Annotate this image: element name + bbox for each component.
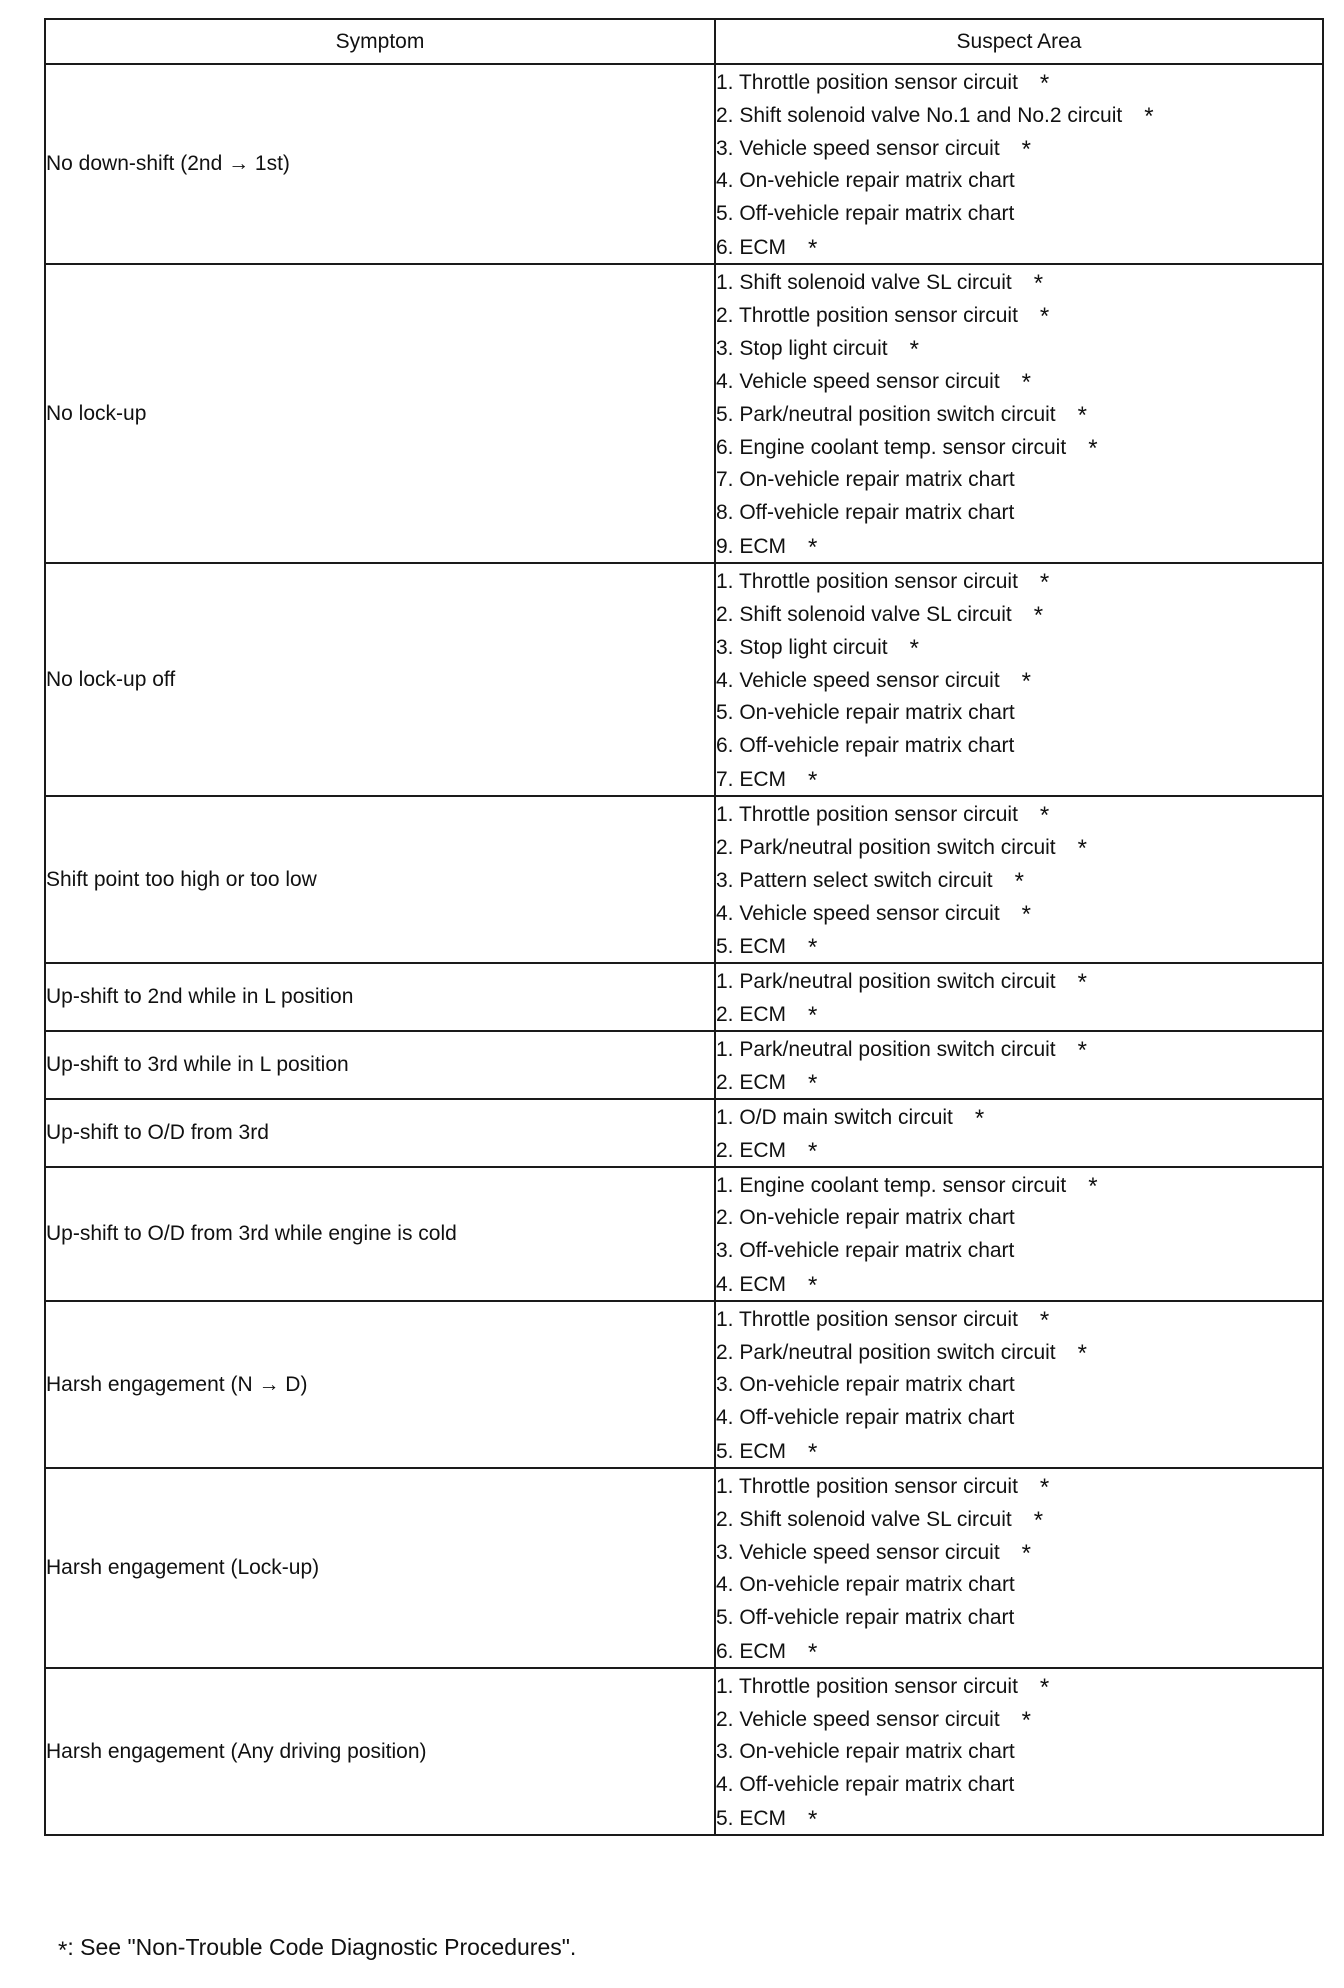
asterisk-icon: * [1144,103,1154,130]
suspect-item-text: 4. Vehicle speed sensor circuit [716,902,1000,925]
suspect-item [716,397,1322,430]
suspect-item [716,696,1322,729]
suspect-item-text: 1. Shift solenoid valve SL circuit [716,271,1012,294]
suspect-area-cell [715,1167,1323,1301]
suspect-item-text: 5. Off-vehicle repair matrix chart [716,202,1015,225]
asterisk-icon: * [1077,1037,1087,1064]
suspect-area-cell [715,1031,1323,1099]
suspect-item [716,1801,1322,1834]
asterisk-icon: * [808,1439,818,1466]
suspect-item-text: 3. On-vehicle repair matrix chart [716,1740,1015,1763]
suspect-item-text: 8. Off-vehicle repair matrix chart [716,501,1015,524]
suspect-item [716,1133,1322,1166]
suspect-item-text: 6. ECM [716,1640,787,1663]
header-suspect-area: Suspect Area [715,19,1323,64]
suspect-item-text: 6. Off-vehicle repair matrix chart [716,734,1015,757]
suspect-item-text: 7. ECM [716,768,787,791]
suspect-item-text: 1. Throttle position sensor circuit [716,803,1018,826]
suspect-item-text: 1. Park/neutral position switch circuit [716,1038,1056,1061]
suspect-item [716,797,1322,830]
symptom-cell: Up-shift to 2nd while in L position [45,963,715,1031]
asterisk-icon: * [808,934,818,961]
suspect-item-text: 5. On-vehicle repair matrix chart [716,701,1015,724]
suspect-item-text: 3. Vehicle speed sensor circuit [716,137,1000,160]
table-row [45,563,1323,796]
asterisk-icon: * [1077,969,1087,996]
suspect-item [716,1267,1322,1300]
table-row [45,1099,1323,1167]
table-row [45,1301,1323,1468]
suspect-item-text: 2. Vehicle speed sensor circuit [716,1708,1000,1731]
asterisk-icon: * [1039,70,1050,97]
suspect-item [716,265,1322,298]
table-body [45,64,1323,1835]
suspect-item [716,729,1322,762]
suspect-item [716,1168,1322,1201]
table-row [45,1668,1323,1835]
suspect-item [716,630,1322,663]
suspect-item [716,197,1322,230]
suspect-item-text: 3. Stop light circuit [716,337,888,360]
suspect-item-text: 2. ECM [716,1139,787,1162]
suspect-item-text: 2. Shift solenoid valve No.1 and No.2 circuit [716,104,1123,127]
suspect-item-text: 1. Engine coolant temp. sensor circuit [716,1174,1067,1197]
suspect-item [716,1032,1322,1065]
symptom-cell: Harsh engagement (Any driving position) [45,1668,715,1835]
suspect-item [716,1768,1322,1801]
suspect-item [716,164,1322,197]
suspect-item [716,65,1322,98]
suspect-item [716,1469,1322,1502]
suspect-item-text: 3. Pattern select switch circuit [716,869,993,892]
symptom-cell: No lock-up [45,264,715,563]
asterisk-icon: * [1033,270,1044,297]
suspect-item-text: 2. Throttle position sensor circuit [716,304,1018,327]
symptom-matrix-table [44,18,1324,1836]
suspect-item [716,1568,1322,1601]
asterisk-icon: * [1021,1540,1031,1567]
suspect-item-text: 1. Throttle position sensor circuit [716,1308,1018,1331]
suspect-item [716,463,1322,496]
suspect-item [716,762,1322,795]
suspect-item [716,964,1322,997]
footnote [58,1934,576,1962]
symptom-cell: Harsh engagement (Lock-up) [45,1468,715,1668]
asterisk-icon: * [1077,1340,1087,1367]
suspect-item [716,298,1322,331]
suspect-item-text: 1. Park/neutral position switch circuit [716,970,1056,993]
asterisk-icon: * [1033,1507,1044,1534]
table-row [45,963,1323,1031]
asterisk-icon: * [1021,901,1031,928]
asterisk-icon: * [1088,435,1098,462]
suspect-item-text: 3. Stop light circuit [716,636,888,659]
footnote-text: : See "Non-Trouble Code Diagnostic Procedures". [67,1934,577,1960]
suspect-item-text: 3. Off-vehicle repair matrix chart [716,1239,1015,1262]
suspect-item-text: 5. Park/neutral position switch circuit [716,403,1056,426]
suspect-item-text: 2. ECM [716,1071,787,1094]
suspect-item [716,663,1322,696]
suspect-item-text: 4. Vehicle speed sensor circuit [716,370,1000,393]
suspect-item-text: 3. Vehicle speed sensor circuit [716,1541,1000,1564]
header-row [45,19,1323,64]
suspect-item-text: 4. Off-vehicle repair matrix chart [716,1406,1015,1429]
suspect-item [716,1201,1322,1234]
symptom-cell: Up-shift to O/D from 3rd while engine is cold [45,1167,715,1301]
asterisk-icon: * [1021,668,1031,695]
suspect-item-text: 2. Shift solenoid valve SL circuit [716,1508,1012,1531]
suspect-item-text: 2. Shift solenoid valve SL circuit [716,603,1012,626]
suspect-item [716,597,1322,630]
suspect-item [716,1234,1322,1267]
suspect-item-text: 4. Off-vehicle repair matrix chart [716,1773,1015,1796]
suspect-area-cell [715,1468,1323,1668]
asterisk-icon: * [808,534,818,561]
asterisk-icon: * [808,1002,818,1029]
suspect-area-cell [715,963,1323,1031]
suspect-item [716,896,1322,929]
asterisk-icon: * [808,1806,818,1833]
asterisk-icon: * [1039,1474,1050,1501]
suspect-item-text: 1. Throttle position sensor circuit [716,71,1018,94]
suspect-item [716,997,1322,1030]
suspect-item [716,496,1322,529]
suspect-item-text: 2. On-vehicle repair matrix chart [716,1206,1015,1229]
symptom-cell: No down-shift (2nd → 1st) [45,64,715,264]
suspect-item-text: 3. On-vehicle repair matrix chart [716,1373,1015,1396]
suspect-item-text: 6. Engine coolant temp. sensor circuit [716,436,1067,459]
asterisk-icon: * [1077,402,1087,429]
asterisk-icon: * [1039,303,1050,330]
suspect-item [716,1401,1322,1434]
asterisk-icon: * [808,1272,818,1299]
asterisk-icon: * [808,1138,818,1165]
asterisk-icon: * [1039,1674,1050,1701]
asterisk-icon: * [1039,569,1050,596]
suspect-item [716,830,1322,863]
suspect-item-text: 7. On-vehicle repair matrix chart [716,468,1015,491]
symptom-cell: No lock-up off [45,563,715,796]
suspect-item-text: 4. Vehicle speed sensor circuit [716,669,1000,692]
asterisk-icon: * [808,767,818,794]
suspect-item [716,1335,1322,1368]
suspect-item-text: 1. Throttle position sensor circuit [716,570,1018,593]
suspect-item [716,929,1322,962]
asterisk-icon: * [808,235,818,262]
table-row [45,796,1323,963]
suspect-item [716,1065,1322,1098]
table-row [45,1468,1323,1668]
suspect-item [716,230,1322,263]
asterisk-icon: * [909,336,919,363]
asterisk-icon: * [808,1639,818,1666]
suspect-item [716,529,1322,562]
suspect-item [716,1535,1322,1568]
footnote-star-icon: * [58,1937,68,1964]
suspect-item-text: 1. Throttle position sensor circuit [716,1675,1018,1698]
suspect-area-cell [715,64,1323,264]
suspect-item [716,1100,1322,1133]
suspect-item [716,1702,1322,1735]
asterisk-icon: * [1014,868,1024,895]
suspect-item [716,1368,1322,1401]
suspect-item [716,430,1322,463]
suspect-item [716,863,1322,896]
suspect-item [716,1502,1322,1535]
suspect-item [716,1669,1322,1702]
suspect-item-text: 5. ECM [716,1440,787,1463]
suspect-area-cell [715,1099,1323,1167]
suspect-area-cell [715,1301,1323,1468]
suspect-item-text: 5. ECM [716,1807,787,1830]
suspect-item [716,131,1322,164]
suspect-item [716,98,1322,131]
suspect-item-text: 4. On-vehicle repair matrix chart [716,1573,1015,1596]
suspect-item [716,1302,1322,1335]
asterisk-icon: * [1039,1307,1050,1334]
suspect-item-text: 2. ECM [716,1003,787,1026]
suspect-item [716,1634,1322,1667]
suspect-item-text: 2. Park/neutral position switch circuit [716,1341,1056,1364]
table-row [45,1031,1323,1099]
table-row [45,64,1323,264]
symptom-cell: Up-shift to 3rd while in L position [45,1031,715,1099]
suspect-area-cell [715,563,1323,796]
suspect-item-text: 2. Park/neutral position switch circuit [716,836,1056,859]
symptom-cell: Shift point too high or too low [45,796,715,963]
suspect-item-text: 5. ECM [716,935,787,958]
suspect-item-text: 4. ECM [716,1273,787,1296]
suspect-area-cell [715,264,1323,563]
suspect-item-text: 1. Throttle position sensor circuit [716,1475,1018,1498]
symptom-cell: Up-shift to O/D from 3rd [45,1099,715,1167]
asterisk-icon: * [974,1105,985,1132]
asterisk-icon: * [909,635,919,662]
suspect-item-text: 1. O/D main switch circuit [716,1106,953,1129]
suspect-area-cell [715,1668,1323,1835]
header-symptom: Symptom [45,19,715,64]
suspect-item [716,1601,1322,1634]
asterisk-icon: * [1021,369,1031,396]
asterisk-icon: * [1088,1173,1098,1200]
table-row [45,264,1323,563]
suspect-item-text: 6. ECM [716,236,787,259]
asterisk-icon: * [1039,802,1050,829]
suspect-item-text: 9. ECM [716,535,787,558]
symptom-cell: Harsh engagement (N → D) [45,1301,715,1468]
suspect-item-text: 5. Off-vehicle repair matrix chart [716,1606,1015,1629]
asterisk-icon: * [1021,136,1031,163]
suspect-item [716,1735,1322,1768]
asterisk-icon: * [1077,835,1087,862]
table-row [45,1167,1323,1301]
suspect-item-text: 4. On-vehicle repair matrix chart [716,169,1015,192]
asterisk-icon: * [1033,602,1044,629]
asterisk-icon: * [1021,1707,1031,1734]
suspect-item [716,364,1322,397]
asterisk-icon: * [808,1070,818,1097]
suspect-item [716,564,1322,597]
suspect-area-cell [715,796,1323,963]
suspect-item [716,1434,1322,1467]
suspect-item [716,331,1322,364]
